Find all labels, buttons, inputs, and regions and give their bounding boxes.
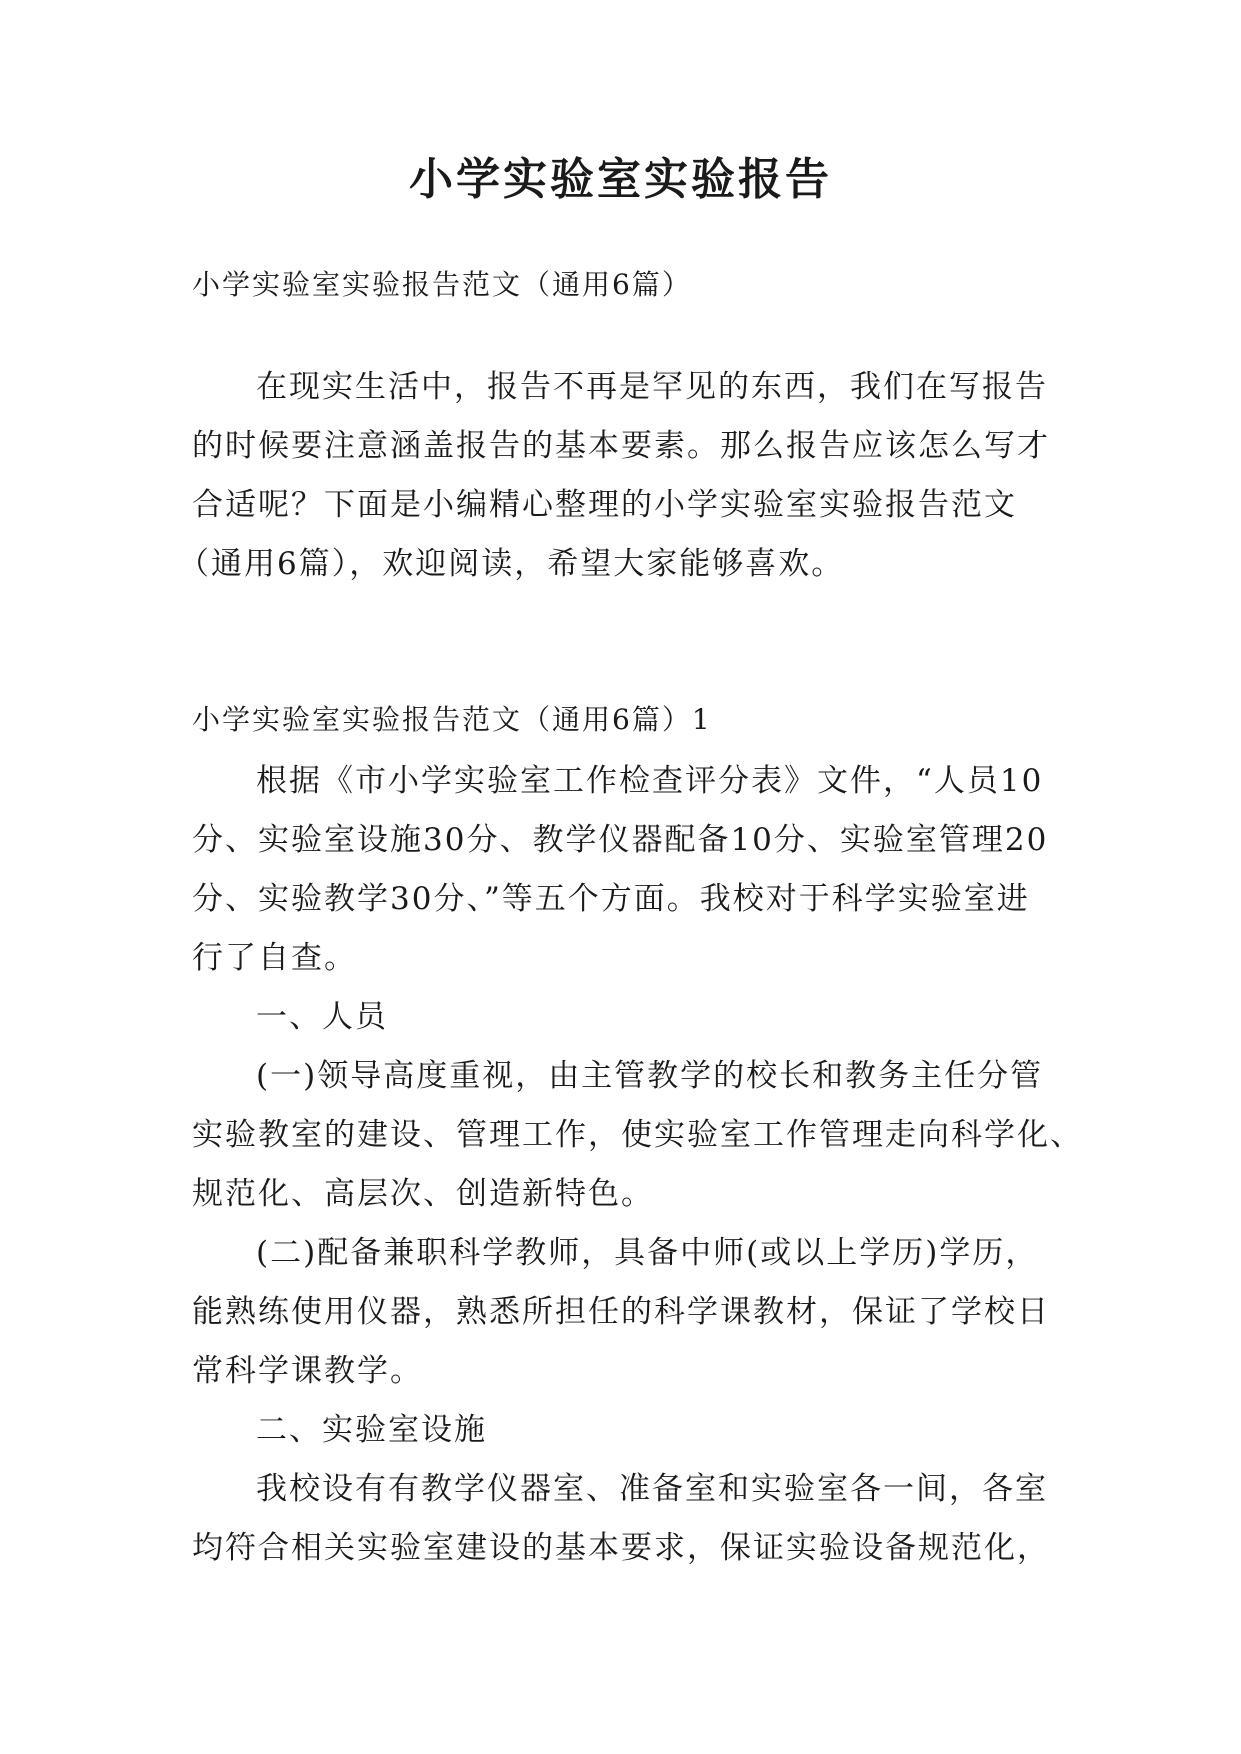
- body-line: 实验教室的建设、管理工作，使实验室工作管理走向科学化、: [192, 1117, 1083, 1153]
- document-title: 小学实验室实验报告: [409, 154, 832, 205]
- intro-paragraph: [178, 358, 1052, 594]
- heading-lab-facilities: 二、实验室设施: [256, 1412, 487, 1448]
- body-line: 规范化、高层次、创造新特色。: [192, 1176, 654, 1212]
- intro-line: （通用6篇），欢迎阅读，希望大家能够喜欢。: [178, 546, 845, 582]
- body-line: (一)领导高度重视，由主管教学的校长和教务主任分管: [256, 1058, 1044, 1094]
- body-line: 根据《市小学实验室工作检查评分表》文件，“人员10: [256, 763, 1044, 799]
- body-line: 分、实验教学30分、”等五个方面。我校对于科学实验室进: [192, 881, 1030, 917]
- body-line: 分、实验室设施30分、教学仪器配备10分、实验室管理20: [192, 822, 1049, 858]
- section-heading: 小学实验室实验报告范文（通用6篇）1: [192, 703, 712, 736]
- body-line: 常科学课教学。: [192, 1353, 423, 1389]
- body-paragraphs: [192, 752, 1083, 1578]
- body-line: 均符合相关实验室建设的基本要求，保证实验设备规范化，: [192, 1530, 1050, 1566]
- intro-line: 合适呢？下面是小编精心整理的小学实验室实验报告范文: [192, 487, 1017, 523]
- body-line: 能熟练使用仪器，熟悉所担任的科学课教材，保证了学校日: [192, 1294, 1050, 1330]
- document-subtitle: 小学实验室实验报告范文（通用6篇）: [192, 268, 692, 301]
- body-line: 我校设有有教学仪器室、准备室和实验室各一间，各室: [256, 1471, 1048, 1507]
- body-line: 行了自查。: [192, 940, 357, 976]
- intro-line: 在现实生活中，报告不再是罕见的东西，我们在写报告: [256, 369, 1048, 405]
- intro-line: 的时候要注意涵盖报告的基本要素。那么报告应该怎么写才: [192, 428, 1050, 464]
- heading-personnel: 一、人员: [256, 999, 388, 1035]
- body-line: (二)配备兼职科学教师，具备中师(或以上学历)学历，: [256, 1235, 1039, 1271]
